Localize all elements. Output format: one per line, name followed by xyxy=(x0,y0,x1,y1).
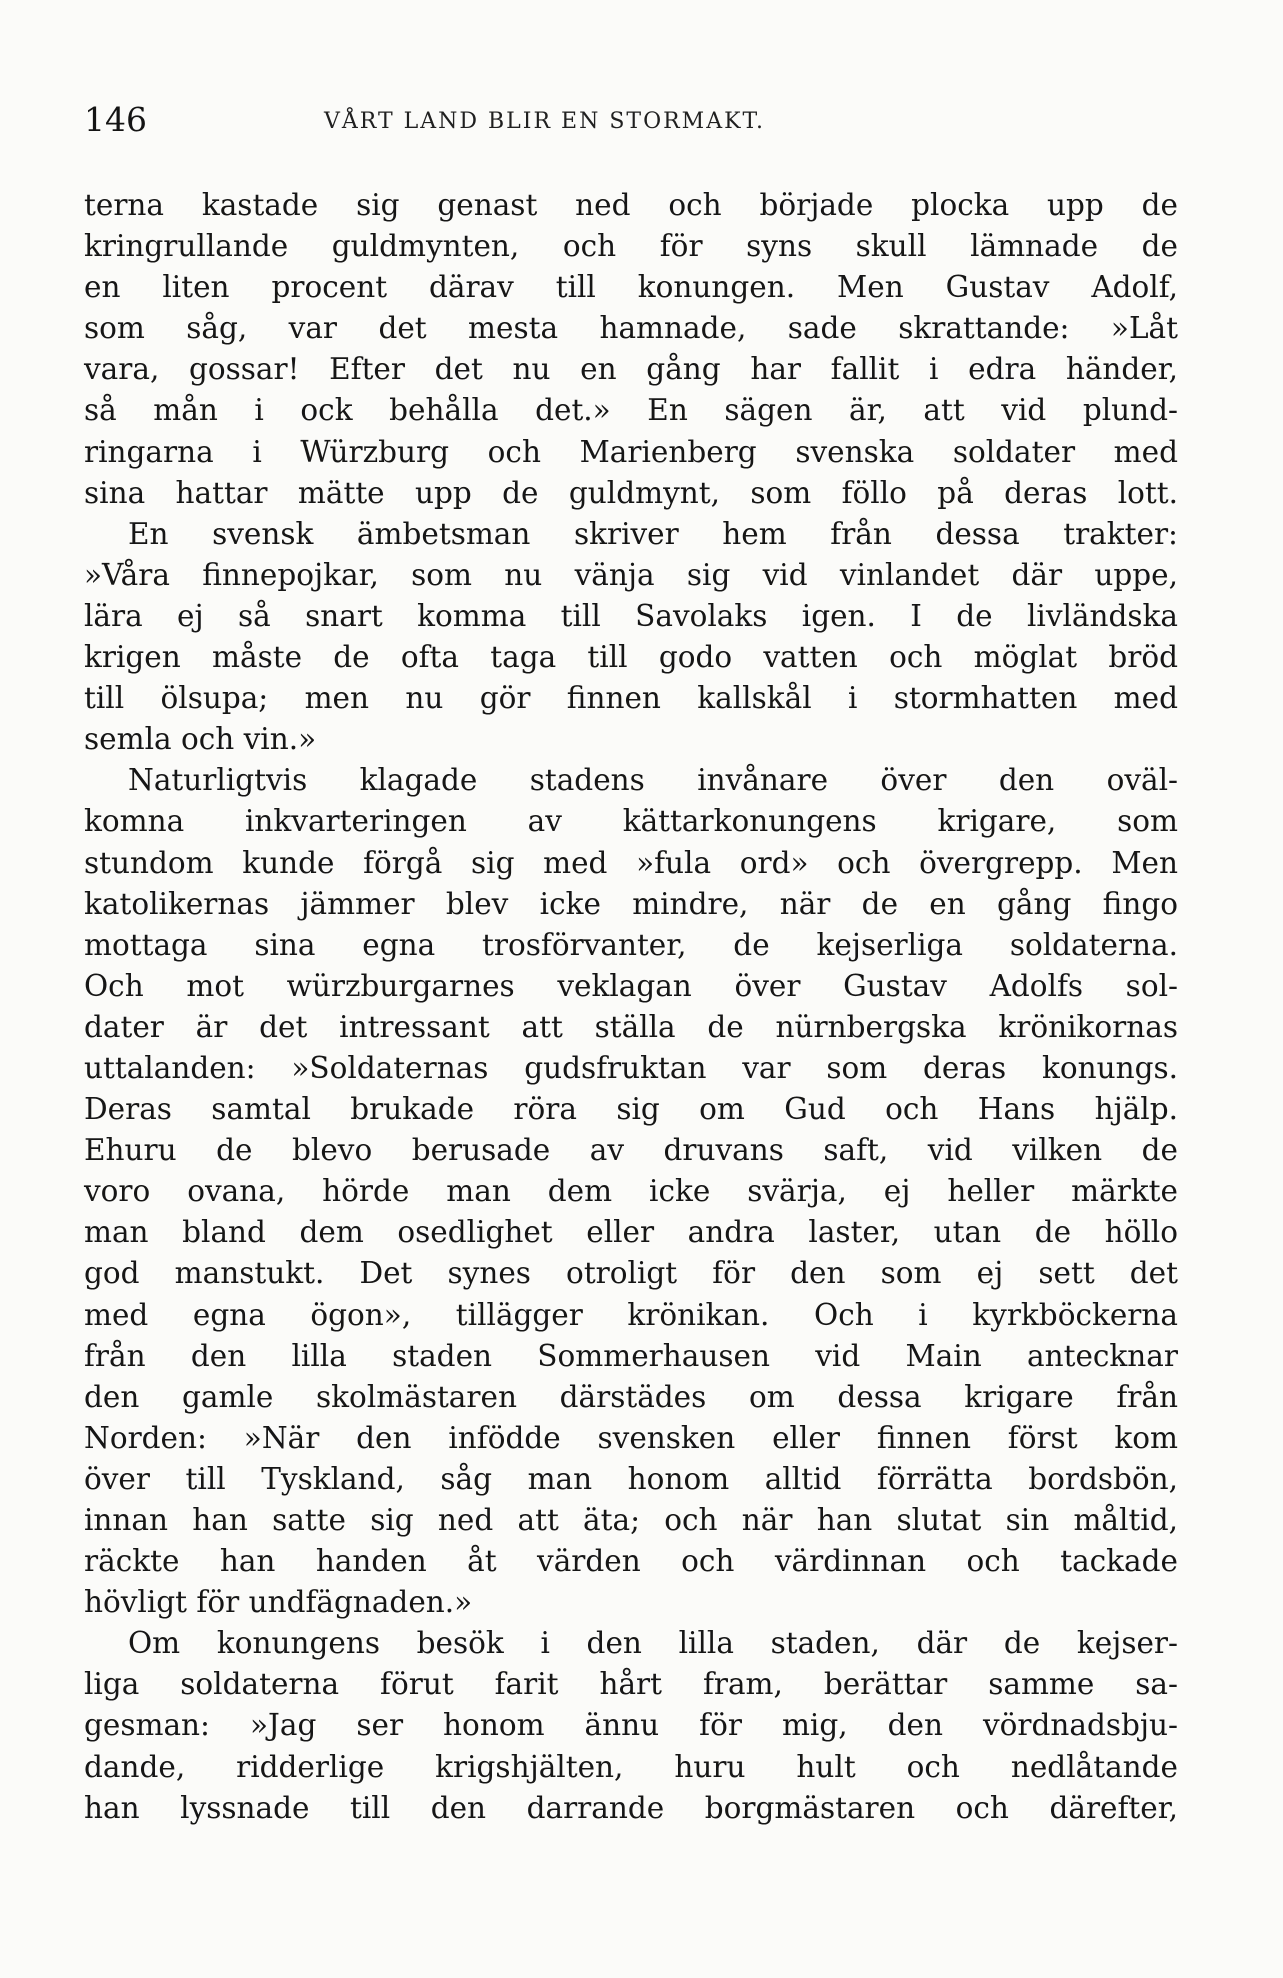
text-line: terna kastade sig genast ned och började plocka upp de xyxy=(84,188,1178,222)
text-line: god manstukt. Det synes otroligt för den som ej sett det xyxy=(84,1256,1178,1291)
text-line: En svensk ämbetsman skriver hem från dessa trakter: xyxy=(128,516,1178,551)
text-line: kringrullande guldmynten, och för syns skull lämnade de xyxy=(84,229,1178,264)
text-line: Deras samtal brukade röra sig om Gud och Hans hjälp. xyxy=(84,1092,1178,1127)
running-head: VÅRT LAND BLIR EN STORMAKT. xyxy=(324,109,765,134)
text-line: den gamle skolmästaren därstädes om dessa krigare från xyxy=(84,1379,1178,1414)
text-line: Norden: »När den infödde svensken eller finnen först kom xyxy=(84,1420,1178,1455)
text-line: Ehuru de blevo berusade av druvans saft, vid vilken de xyxy=(84,1133,1178,1168)
text-line: till ölsupa; men nu gör finnen kallskål i stormhatten med xyxy=(84,681,1178,716)
text-line: lära ej så snart komma till Savolaks igen. I de livländska xyxy=(84,598,1178,633)
text-line: uttalanden: »Soldaternas gudsfruktan var som deras konungs. xyxy=(84,1050,1178,1085)
text-line: som såg, var det mesta hamnade, sade skrattande: »Låt xyxy=(84,311,1178,346)
text-line: Och mot würzburgarnes veklagan över Gustav Adolfs sol- xyxy=(84,968,1178,1003)
text-line: komna inkvarteringen av kättarkonungens krigare, som xyxy=(84,804,1178,839)
text-line: voro ovana, hörde man dem icke svärja, ej heller märkte xyxy=(84,1174,1178,1209)
text-line: innan han satte sig ned att äta; och när han slutat sin måltid, xyxy=(84,1503,1178,1537)
text-line: hövligt för undfägnaden.» xyxy=(84,1585,473,1620)
text-line: dater är det intressant att ställa de nürnbergska krönikornas xyxy=(84,1009,1178,1044)
page-header xyxy=(84,96,1184,144)
text-line: med egna ögon», tillägger krönikan. Och i kyrkböckerna xyxy=(84,1297,1178,1332)
body-text xyxy=(84,185,1178,1829)
text-line: mottaga sina egna trosförvanter, de kejserliga soldaterna. xyxy=(84,927,1178,962)
text-line: en liten procent därav till konungen. Men Gustav Adolf, xyxy=(84,270,1178,305)
text-line: krigen måste de ofta taga till godo vatten och möglat bröd xyxy=(84,640,1178,675)
text-line: katolikernas jämmer blev icke mindre, när de en gång fingo xyxy=(84,886,1178,921)
text-line: »Våra finnepojkar, som nu vänja sig vid vinlandet där uppe, xyxy=(84,557,1178,592)
text-line: räckte han handen åt värden och värdinnan och tackade xyxy=(84,1544,1178,1579)
text-line: så mån i ock behålla det.» En sägen är, att vid plund- xyxy=(84,393,1178,428)
page-number: 146 xyxy=(84,100,147,139)
text-line: semla och vin.» xyxy=(84,722,317,757)
text-line: över till Tyskland, såg man honom alltid förrätta bordsbön, xyxy=(84,1461,1178,1496)
text-line: gesman: »Jag ser honom ännu för mig, den vördnadsbju- xyxy=(84,1708,1178,1743)
text-line: dande, ridderlige krigshjälten, huru hult och nedlåtande xyxy=(84,1749,1178,1784)
text-line: från den lilla staden Sommerhausen vid Main antecknar xyxy=(84,1338,1178,1373)
text-line: Om konungens besök i den lilla staden, där de kejser- xyxy=(128,1626,1178,1661)
text-line: sina hattar mätte upp de guldmynt, som föllo på deras lott. xyxy=(84,475,1178,510)
text-line: stundom kunde förgå sig med »fula ord» och övergrepp. Men xyxy=(84,845,1178,880)
text-line: man bland dem osedlighet eller andra laster, utan de höllo xyxy=(84,1215,1178,1250)
text-line: vara, gossar! Efter det nu en gång har fallit i edra händer, xyxy=(84,352,1178,387)
text-line: liga soldaterna förut farit hårt fram, berättar samme sa- xyxy=(84,1667,1178,1702)
text-line: han lyssnade till den darrande borgmästaren och därefter, xyxy=(84,1790,1178,1825)
text-line: Naturligtvis klagade stadens invånare över den oväl- xyxy=(128,763,1178,798)
text-line: ringarna i Würzburg och Marienberg svenska soldater med xyxy=(84,434,1178,469)
